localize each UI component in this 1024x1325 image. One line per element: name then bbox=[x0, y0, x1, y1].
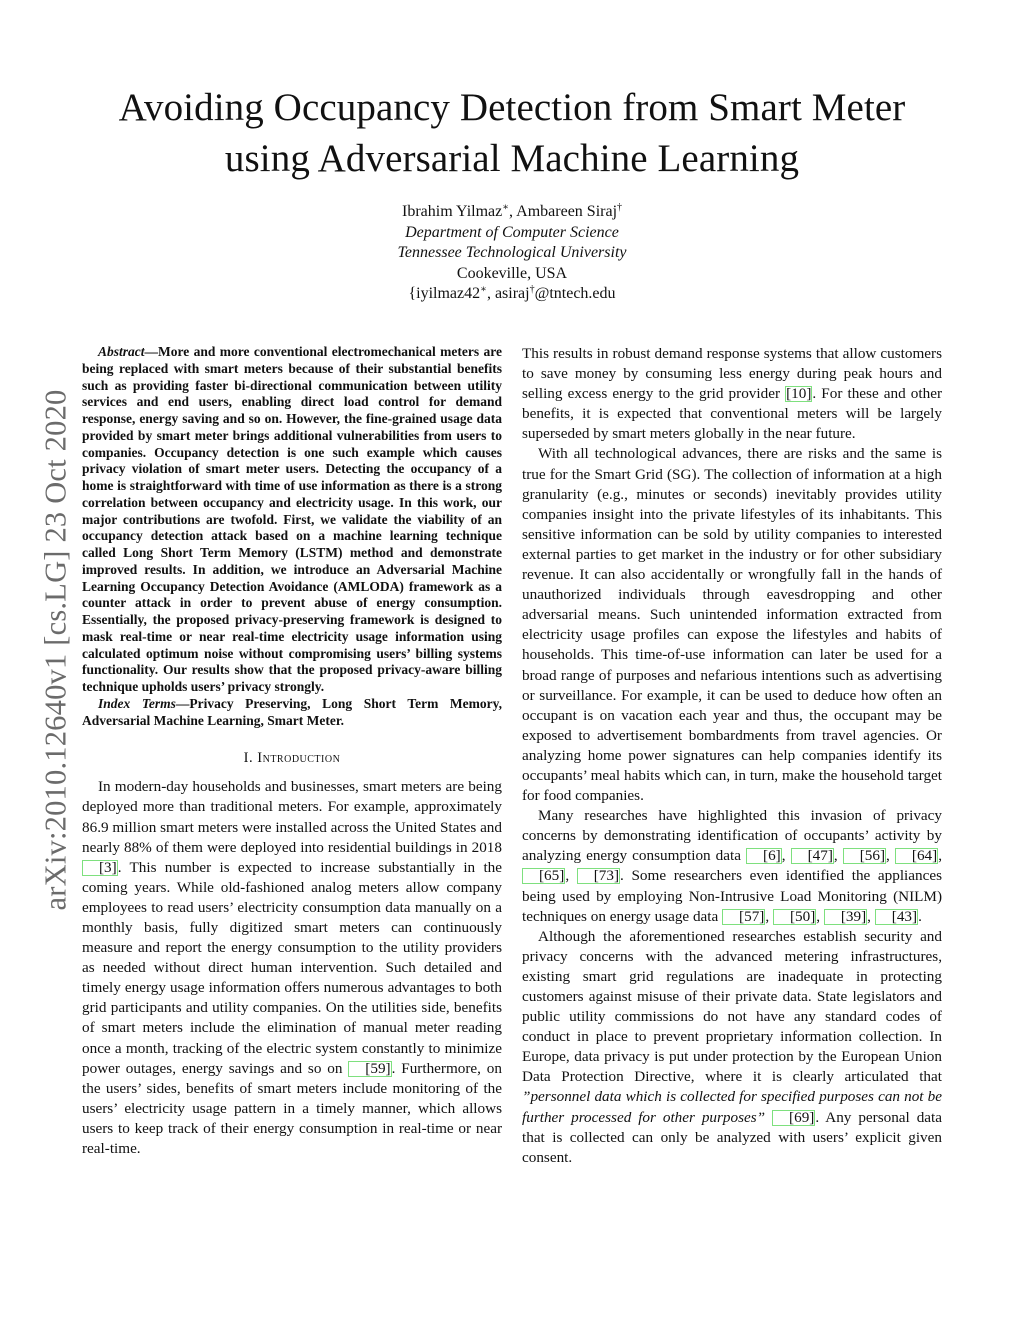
author-1: Ibrahim Yilmaz bbox=[401, 203, 503, 220]
affiliation-mark-1: ∗ bbox=[502, 202, 510, 213]
citation-link[interactable]: [57] bbox=[722, 909, 765, 925]
text-run: . Some researchers even identified the appliances being used by employing Non-Intrusive Load Monitoring (NILM) techniques on energy usage data bbox=[522, 867, 942, 925]
citation-link[interactable]: [10] bbox=[786, 385, 812, 403]
citation-link[interactable]: [3] bbox=[82, 860, 118, 876]
intro-paragraph-4 bbox=[522, 927, 942, 1168]
abstract-paragraph bbox=[82, 344, 502, 696]
index-terms bbox=[82, 696, 502, 730]
author-2: , Ambareen Siraj bbox=[509, 203, 618, 220]
paper-title bbox=[70, 82, 954, 184]
citation-link[interactable]: [65] bbox=[522, 868, 565, 884]
location: Cookeville, USA bbox=[456, 264, 568, 282]
university: Tennessee Technological University bbox=[397, 244, 627, 261]
author-block bbox=[262, 202, 762, 305]
citation-link[interactable]: [39] bbox=[824, 909, 867, 925]
right-column bbox=[522, 344, 942, 1168]
citation-link[interactable]: [69] bbox=[772, 1110, 815, 1126]
text-run: This results in robust demand response systems that allow customers to save money by consuming less energy during peak hours and selling excess energy to the grid provider bbox=[522, 345, 942, 403]
email-part-1: {iyilmaz42 bbox=[408, 285, 481, 302]
abstract bbox=[82, 344, 502, 729]
section-heading-introduction bbox=[82, 748, 502, 768]
arxiv-watermark: arXiv:2010.12640v1 [cs.LG] 23 Oct 2020 bbox=[38, 389, 73, 911]
citation-link[interactable]: [59] bbox=[348, 1061, 391, 1077]
email-mark-2: † bbox=[529, 284, 535, 295]
email-domain: @tntech.edu bbox=[534, 285, 616, 302]
citation-link[interactable]: [64] bbox=[895, 848, 938, 864]
text-run: . Any personal data that is collected can only be analyzed with users’ explicit given consent. bbox=[522, 1108, 942, 1166]
index-terms-label: Index Terms bbox=[98, 695, 176, 711]
text-run: Many researches have highlighted this invasion of privacy concerns by demonstrating identification of occupants’ activity by analyzing energy consumption data bbox=[522, 807, 942, 865]
citation-link[interactable]: [6] bbox=[746, 848, 782, 864]
citation-link[interactable]: [73] bbox=[577, 868, 620, 884]
title-line-1: Avoiding Occupancy Detection from Smart Meter bbox=[118, 86, 906, 129]
citation-link[interactable]: [56] bbox=[843, 848, 886, 864]
title-line-2: using Adversarial Machine Learning bbox=[224, 137, 800, 180]
author-names bbox=[262, 202, 762, 223]
abstract-label: Abstract bbox=[98, 344, 145, 359]
intro-paragraph-3: Many researches have highlighted this invasion of privacy concerns by demonstrating identification of occupants’ activity by analyzing energy consumption data [6], [47], [56], [64], [65], [73]. Some researchers even identified the appliances being used by employing Non-Intrusive Load Monitoring (NILM) techniques on energy usage data [57], [50], [39], [43]. bbox=[522, 807, 942, 925]
intro-paragraph-1 bbox=[82, 777, 502, 1159]
affiliation-mark-2: † bbox=[617, 202, 623, 213]
text-run: . Furthermore, on the users’ sides, benefits of smart meters include monitoring of the users’ electricity usage pattern in a timely manner, which allows users to keep track of their energy consumption in real-time or near real-time. bbox=[82, 1059, 502, 1158]
abstract-text: —More and more conventional electromechanical meters are being replaced with smart meters because of their substantial benefits such as providing faster bi-directional communication between utility services and end users, enabling direct load control for demand response, energy saving and so on. However, the fine-grained usage data provided by smart meter brings additional vulnerabilities from users to companies. Occupancy detection is one such example which causes privacy violation of smart meter users. Detecting the occupancy of a home is straightforward with time of use information as there is a strong correlation between occupancy and electricity usage. In this work, our major contributions are twofold. First, we validate the viability of an occupancy detection attack based on a machine learning technique called Long Short Term Memory (LSTM) method and demonstrate improved results. In addition, we introduce an Adversarial Machine Learning Occupancy Detection Avoidance (AMLODA) framework as a counter attack in order to prevent abuse of energy consumption. Essentially, the proposed privacy-preserving framework is designed to mask real-time or near real-time electricity usage information using calculated optimum noise without compromising users’ billing systems functionality. Our results show that the proposed privacy-aware billing technique upholds users’ privacy strongly. bbox=[82, 344, 502, 694]
quoted-directive: ”personnel data which is collected for specified purposes can not be further processed for other purposes” bbox=[522, 1088, 942, 1126]
section-title: Introduction bbox=[257, 750, 341, 767]
intro-paragraph-1-cont bbox=[522, 344, 942, 444]
text-run: In modern-day households and businesses, smart meters are being deployed more than traditional meters. For example, approximately 86.9 million smart meters were installed across the United States and nearly 88% of them were deployed into residential buildings in 2018 bbox=[82, 778, 502, 856]
left-body bbox=[82, 777, 502, 1159]
email-mark-1: ∗ bbox=[480, 284, 487, 295]
index-terms-text: —Privacy Preserving, Long Short Term Memory, Adversarial Machine Learning, Smart Meter. bbox=[82, 695, 502, 728]
text-run: . For these and other benefits, it is expected that conventional meters will be largely superseded by smart meters globally in the near future. bbox=[522, 385, 942, 443]
citation-link[interactable]: [43] bbox=[875, 909, 918, 925]
email-part-2: , asiraj bbox=[486, 285, 530, 302]
department: Department of Computer Science bbox=[405, 223, 619, 241]
email bbox=[262, 284, 762, 305]
citation-link[interactable]: [47] bbox=[791, 848, 834, 864]
intro-paragraph-2: With all technological advances, there are risks and the same is true for the Smart Grid (SG). The collection of information at a high granularity (e.g., minutes or seconds) inevitably provides utility companies insight into the private lifestyles of its inhabitants. This sensitive information can be sold by utility companies to interested external parties to get market in the industry or for other subsidiary revenue. It can also accidentally or wrongfully fall in the hands of unauthorized individuals through eavesdropping and other adversarial means. Such unintended information extracted from electricity usage profiles can expose the lifestyles and habits of households. This time-of-use information can later be used for a broad range of purposes and nefarious intentions such as advertising or surveillance. For example, it can be used to deduce how often an occupant is on vacation each year and thus, the occupant may be exposed to advertisement bombardments from travel agencies. Or analyzing home power signatures can help companies identify its occupants’ meal habits which can, in turn, make the household target for food companies. bbox=[522, 445, 942, 805]
text-run: Although the aforementioned researches establish security and privacy concerns with the advanced metering infrastructures, existing smart grid regulations are inadequate in protecting customers against misuse of their private data. State legislators and public utility commissions do not have any standard codes of conduct in place to prevent proprietary information collection. In Europe, data privacy is put under protection by the European Union Data Protection Directive, where it is clearly articulated that bbox=[522, 927, 942, 1086]
citation-link[interactable]: [50] bbox=[773, 909, 816, 925]
section-number: I. bbox=[243, 750, 254, 767]
left-column bbox=[82, 344, 502, 1159]
text-run: . This number is expected to increase substantially in the coming years. While old-fashioned analog meters allow company employees to read users’ electricity consumption data manually on a monthly basis, fully digitized smart meters can continuously measure and report the energy consumption to the utility providers as needed without direct human intervention. Such detailed and timely energy usage information offers numerous advantages to both grid participants and utility companies. On the utilities side, benefits of smart meters include the elimination of manual meter reading once a month, tracking of the electric system constantly to minimize power outages, energy savings and so on bbox=[82, 858, 502, 1077]
